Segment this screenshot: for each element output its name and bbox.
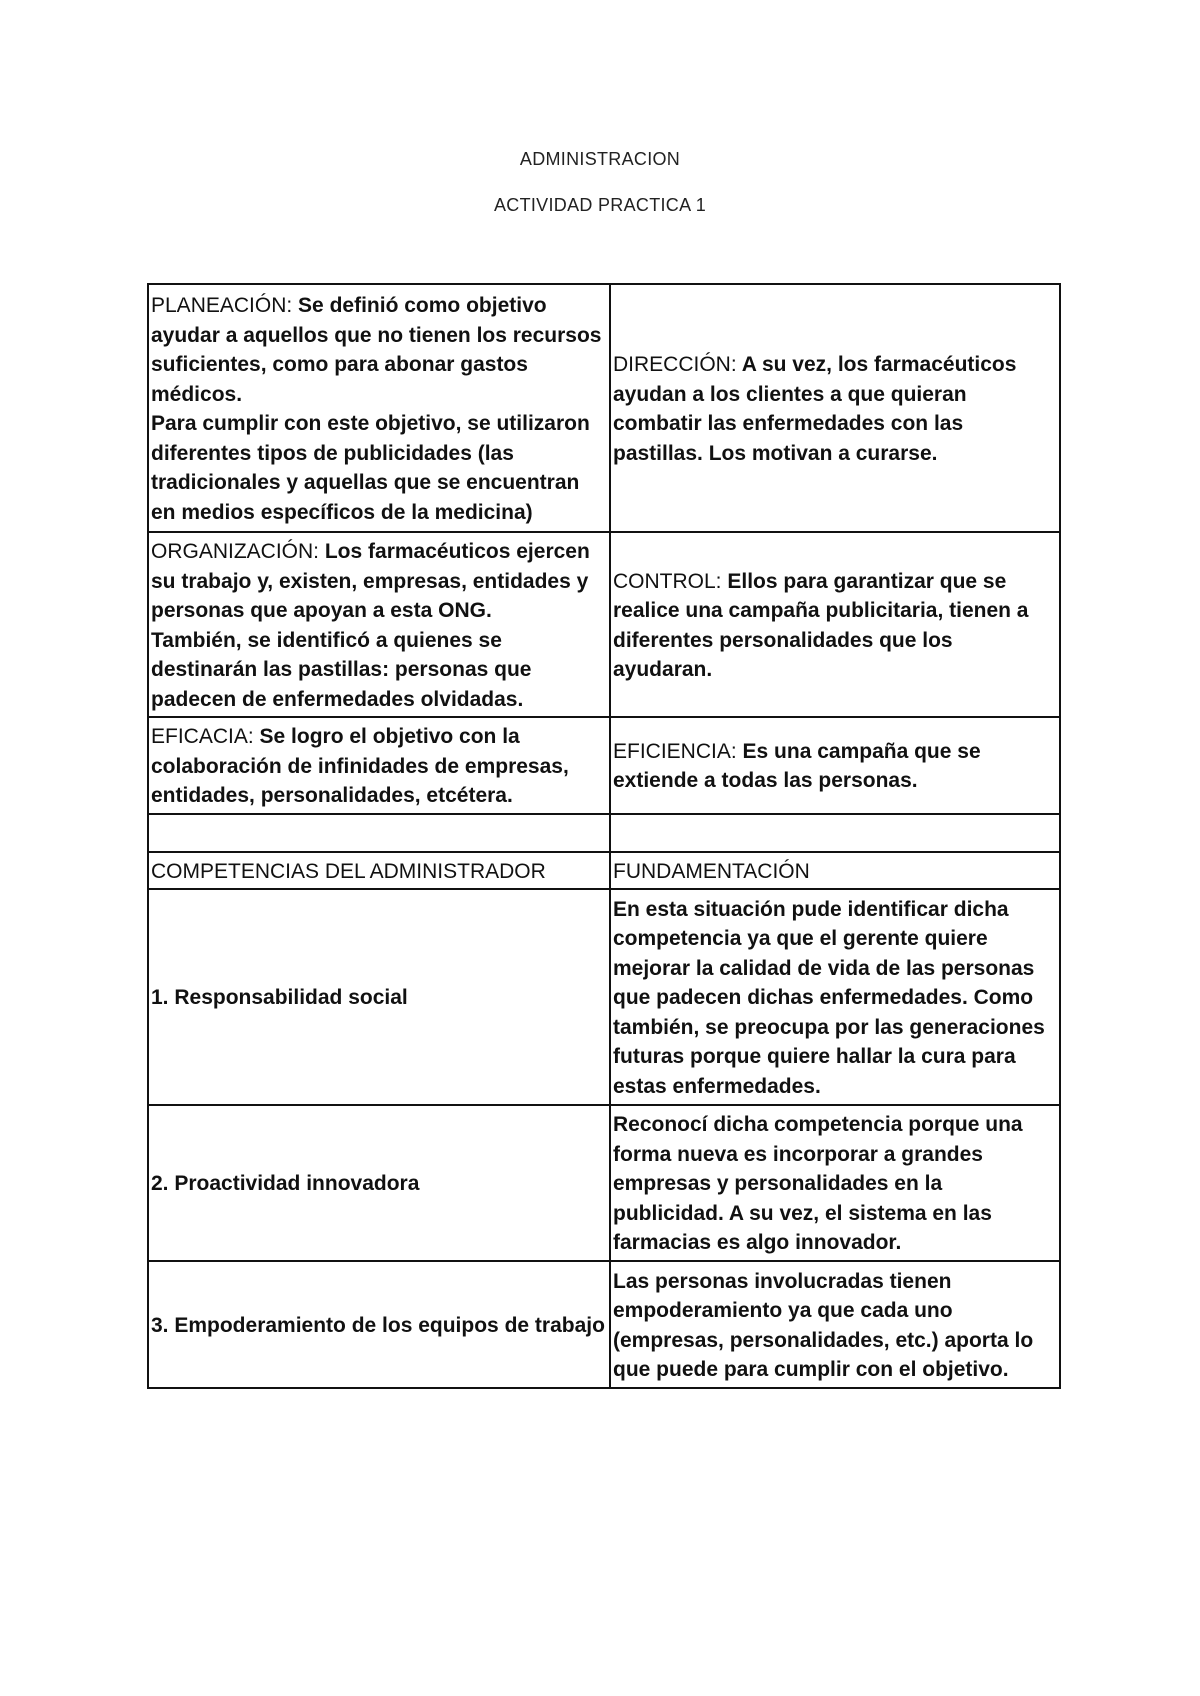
cell-label: ORGANIZACIÓN: xyxy=(151,540,320,563)
cell-text: Se definió como objetivo ayudar a aquellos que no tienen los recursos suficientes, como para abonar gastos médicos. Para cumplir con este objetivo, se utilizaron diferentes tipos de publicidades (las tradicionales y aquellas que se encuentran en medios específicos de la medicina) xyxy=(151,294,602,524)
eficacia-cell xyxy=(148,717,610,814)
cell-text: Los farmacéuticos ejercen su trabajo y, existen, empresas, entidades y personas que apoyan a esta ONG. También, se identificó a quienes se destinarán las pastillas: personas que padecen de enfermedades olvidadas. xyxy=(151,540,590,711)
control-cell xyxy=(610,532,1060,717)
cell-label: EFICACIA: xyxy=(151,725,254,748)
competency-name: 1. Responsabilidad social xyxy=(148,889,610,1105)
cell-label: CONTROL: xyxy=(613,569,722,593)
document-subtitle: ACTIVIDAD PRACTICA 1 xyxy=(493,195,707,215)
document-title: ADMINISTRACION xyxy=(519,149,681,169)
cell-text: Es una campaña que se extiende a todas las personas. xyxy=(613,739,981,793)
cell-label: PLANEACIÓN: xyxy=(151,294,293,317)
empty-row xyxy=(148,814,1060,852)
table-row xyxy=(148,1261,1060,1388)
cell-text: Ellos para garantizar que se realice una campaña publicitaria, tienen a diferentes personalidades que los ayudaran. xyxy=(613,569,1029,681)
direccion-cell xyxy=(610,284,1060,532)
competency-name: 2. Proactividad innovadora xyxy=(148,1105,610,1261)
competencies-header: COMPETENCIAS DEL ADMINISTRADOR xyxy=(148,852,610,890)
table-row xyxy=(148,284,1060,532)
competency-text: Reconocí dicha competencia porque una forma nueva es incorporar a grandes empresas y personalidades en la publicidad. A su vez, el sistema en las farmacias es algo innovador. xyxy=(610,1105,1060,1261)
table-row xyxy=(148,532,1060,717)
table-row xyxy=(148,1105,1060,1261)
competencies-header-row xyxy=(148,852,1060,890)
competency-text: Las personas involucradas tienen empoderamiento ya que cada uno (empresas, personalidades, etc.) aporta lo que puede para cumplir con el objetivo. xyxy=(610,1261,1060,1388)
fundamentacion-header: FUNDAMENTACIÓN xyxy=(610,852,1060,890)
planeacion-cell xyxy=(148,284,610,532)
cell-label: EFICIENCIA: xyxy=(613,739,737,763)
table-row xyxy=(148,889,1060,1105)
empty-cell xyxy=(610,814,1060,852)
empty-cell xyxy=(148,814,610,852)
competency-name: 3. Empoderamiento de los equipos de trabajo xyxy=(148,1261,610,1388)
table-row xyxy=(148,717,1060,814)
eficiencia-cell xyxy=(610,717,1060,814)
organizacion-cell xyxy=(148,532,610,717)
cell-text: Se logro el objetivo con la colaboración de infinidades de empresas, entidades, personalidades, etcétera. xyxy=(151,725,569,807)
competency-text: En esta situación pude identificar dicha competencia ya que el gerente quiere mejorar la calidad de vida de las personas que padecen dichas enfermedades. Como también, se preocupa por las generaciones futuras porque quiere hallar la cura para estas enfermedades. xyxy=(610,889,1060,1105)
activity-table xyxy=(147,283,1061,1389)
cell-label: DIRECCIÓN: xyxy=(613,353,737,376)
cell-text: A su vez, los farmacéuticos ayudan a los clientes a que quieran combatir las enfermedades con las pastillas. Los motivan a curarse. xyxy=(613,353,1017,465)
